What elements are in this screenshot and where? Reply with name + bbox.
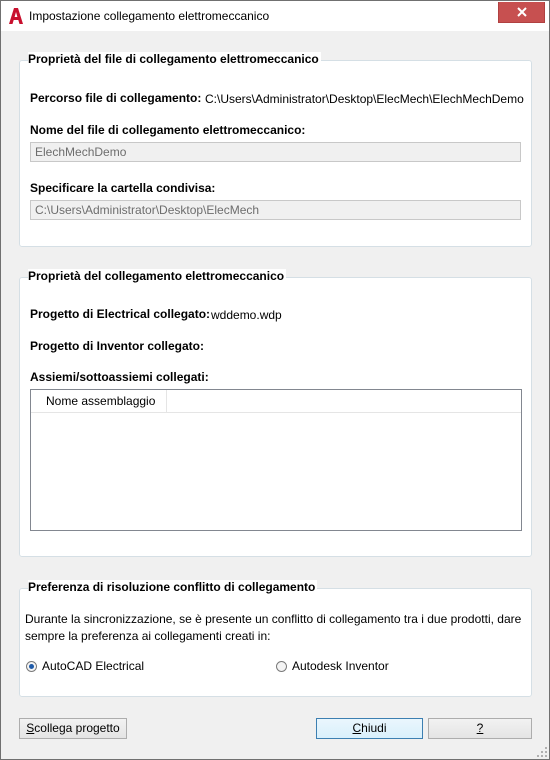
radio-autodesk-inventor[interactable]: [276, 659, 389, 673]
shared-folder-label: Specificare la cartella condivisa:: [30, 181, 216, 195]
group-title: Proprietà del file di collegamento elettromeccanico: [28, 52, 319, 66]
description-line: Durante la sincronizzazione, se è presente un conflitto di collegamento tra i due prodotti, dare: [25, 612, 522, 626]
group-title: Preferenza di risoluzione conflitto di collegamento: [28, 580, 316, 594]
close-button[interactable]: Chiudi: [316, 718, 423, 739]
title-bar[interactable]: [1, 1, 549, 31]
shared-folder-field[interactable]: C:\Users\Administrator\Desktop\ElecMech: [30, 200, 521, 220]
link-properties-group: [19, 269, 532, 557]
column-header-assembly-name[interactable]: Nome assemblaggio: [31, 390, 167, 412]
group-title: Proprietà del collegamento elettromeccanico: [28, 269, 285, 283]
file-properties-group: [19, 52, 532, 247]
radio-selected-icon[interactable]: [26, 661, 37, 672]
window-close-button[interactable]: [498, 2, 545, 23]
close-icon: [516, 7, 528, 17]
radio-label: AutoCAD Electrical: [42, 659, 145, 673]
description-line: sempre la preferenza ai collegamenti creati in:: [25, 629, 271, 643]
resize-grip-icon[interactable]: [537, 747, 547, 757]
link-path-value: C:\Users\Administrator\Desktop\ElecMech\ElechMechDemo: [205, 92, 524, 106]
electrical-project-label: Progetto di Electrical collegato:: [30, 307, 211, 321]
assemblies-listbox[interactable]: [30, 389, 522, 531]
conflict-description: [25, 611, 530, 645]
link-path-label: Percorso file di collegamento:: [30, 91, 202, 105]
link-file-name-label: Nome del file di collegamento elettromeccanico:: [30, 123, 306, 137]
window-title: Impostazione collegamento elettromeccanico: [29, 9, 270, 23]
electrical-project-value: wddemo.wdp: [211, 308, 282, 322]
radio-label: Autodesk Inventor: [292, 659, 389, 673]
radio-unselected-icon[interactable]: [276, 661, 287, 672]
link-file-name-field[interactable]: ElechMechDemo: [30, 142, 521, 162]
list-column-header: [31, 390, 521, 413]
inventor-project-label: Progetto di Inventor collegato:: [30, 339, 205, 353]
autocad-logo-icon: [8, 7, 24, 25]
unlink-project-button[interactable]: Scollega progetto: [19, 718, 127, 739]
linked-assemblies-label: Assiemi/sottoassiemi collegati:: [30, 370, 209, 384]
radio-autocad-electrical[interactable]: [26, 659, 144, 673]
conflict-resolution-group: [19, 580, 532, 697]
dialog-body: [8, 31, 541, 751]
help-button[interactable]: ?: [428, 718, 532, 739]
